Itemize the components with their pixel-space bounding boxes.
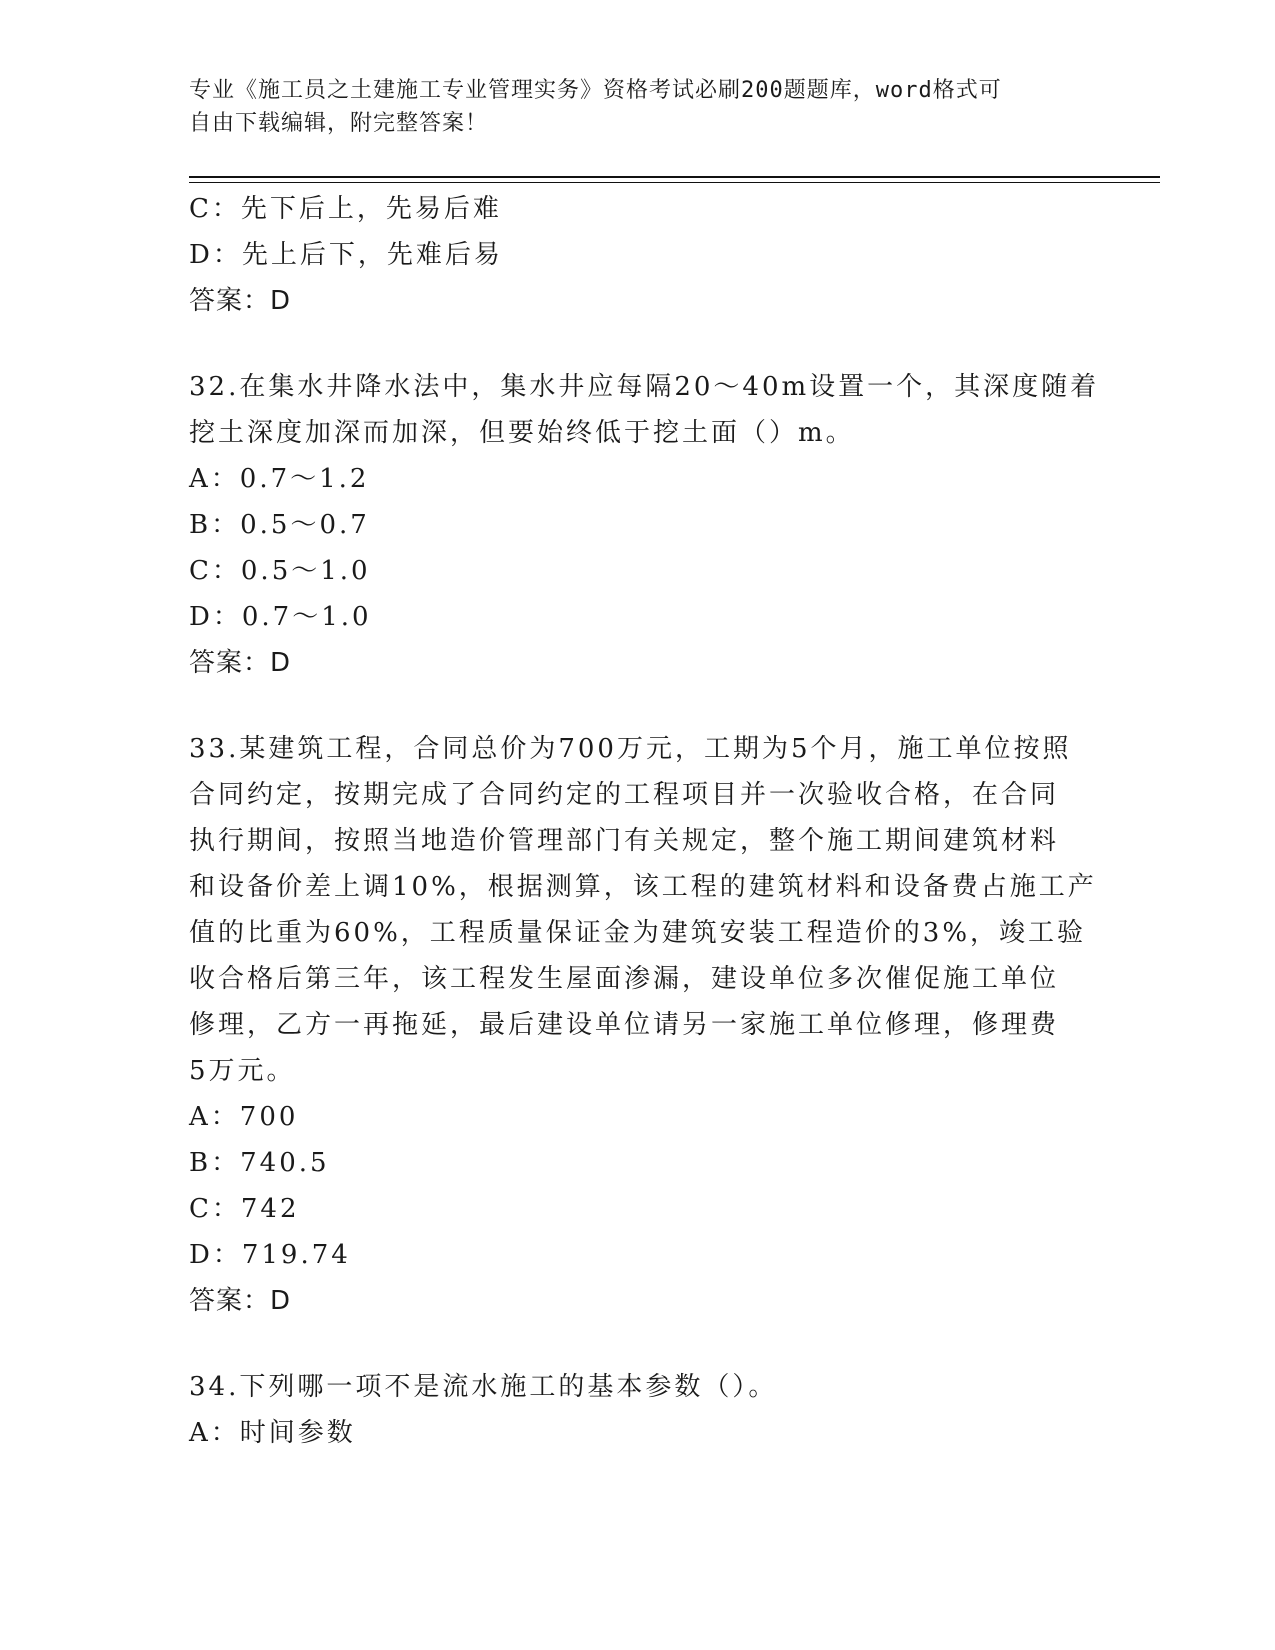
header-rule-thick [189, 176, 1160, 178]
header-line-2: 自由下载编辑，附完整答案！ [189, 111, 489, 136]
option-c: C：先下后上，先易后难 [189, 194, 502, 224]
question-stem-line: 34.下列哪一项不是流水施工的基本参数（）。 [189, 1372, 778, 1402]
question-stem-line: 32.在集水井降水法中，集水井应每隔20～40m设置一个，其深度随着 [189, 372, 1100, 402]
question-stem-line: 值的比重为60%，工程质量保证金为建筑安装工程造价的3%，竣工验 [189, 918, 1087, 948]
question-stem-line: 挖土深度加深而加深，但要始终低于挖土面（）m。 [189, 418, 855, 448]
question-stem-line: 和设备价差上调10%，根据测算，该工程的建筑材料和设备费占施工产 [189, 872, 1097, 902]
option-c: C：742 [189, 1194, 300, 1224]
question-33 [189, 726, 1097, 1278]
document-header [189, 74, 1089, 140]
option-a: A：700 [189, 1102, 299, 1132]
option-a: A：0.7～1.2 [189, 464, 370, 494]
question-stem-line: 修理，乙方一再拖延，最后建设单位请另一家施工单位修理，修理费 [189, 1010, 1060, 1040]
question-32 [189, 364, 1100, 640]
option-b: B：0.5～0.7 [189, 510, 370, 540]
option-b: B：740.5 [189, 1148, 330, 1178]
answer-31: 答案：D [189, 286, 292, 316]
question-stem-line: 收合格后第三年，该工程发生屋面渗漏，建设单位多次催促施工单位 [189, 964, 1060, 994]
answer-32: 答案：D [189, 648, 292, 678]
question-34 [189, 1364, 1089, 1456]
option-d: D：0.7～1.0 [189, 602, 372, 632]
question-stem-line: 合同约定，按期完成了合同约定的工程项目并一次验收合格，在合同 [189, 780, 1060, 810]
option-c: C：0.5～1.0 [189, 556, 371, 586]
option-a: A：时间参数 [189, 1418, 356, 1448]
question-stem-line: 33.某建筑工程，合同总价为700万元，工期为5个月，施工单位按照 [189, 734, 1072, 764]
option-d: D：先上后下，先难后易 [189, 240, 503, 270]
option-d: D：719.74 [189, 1240, 351, 1270]
question-stem-line: 5万元。 [189, 1056, 296, 1086]
header-rule-thin [189, 182, 1160, 183]
question-31-options [189, 186, 1089, 278]
question-stem-line: 执行期间，按照当地造价管理部门有关规定，整个施工期间建筑材料 [189, 826, 1060, 856]
header-line-1: 专业《施工员之土建施工专业管理实务》资格考试必刷200题题库，word格式可 [189, 78, 1002, 103]
answer-33: 答案：D [189, 1286, 292, 1316]
